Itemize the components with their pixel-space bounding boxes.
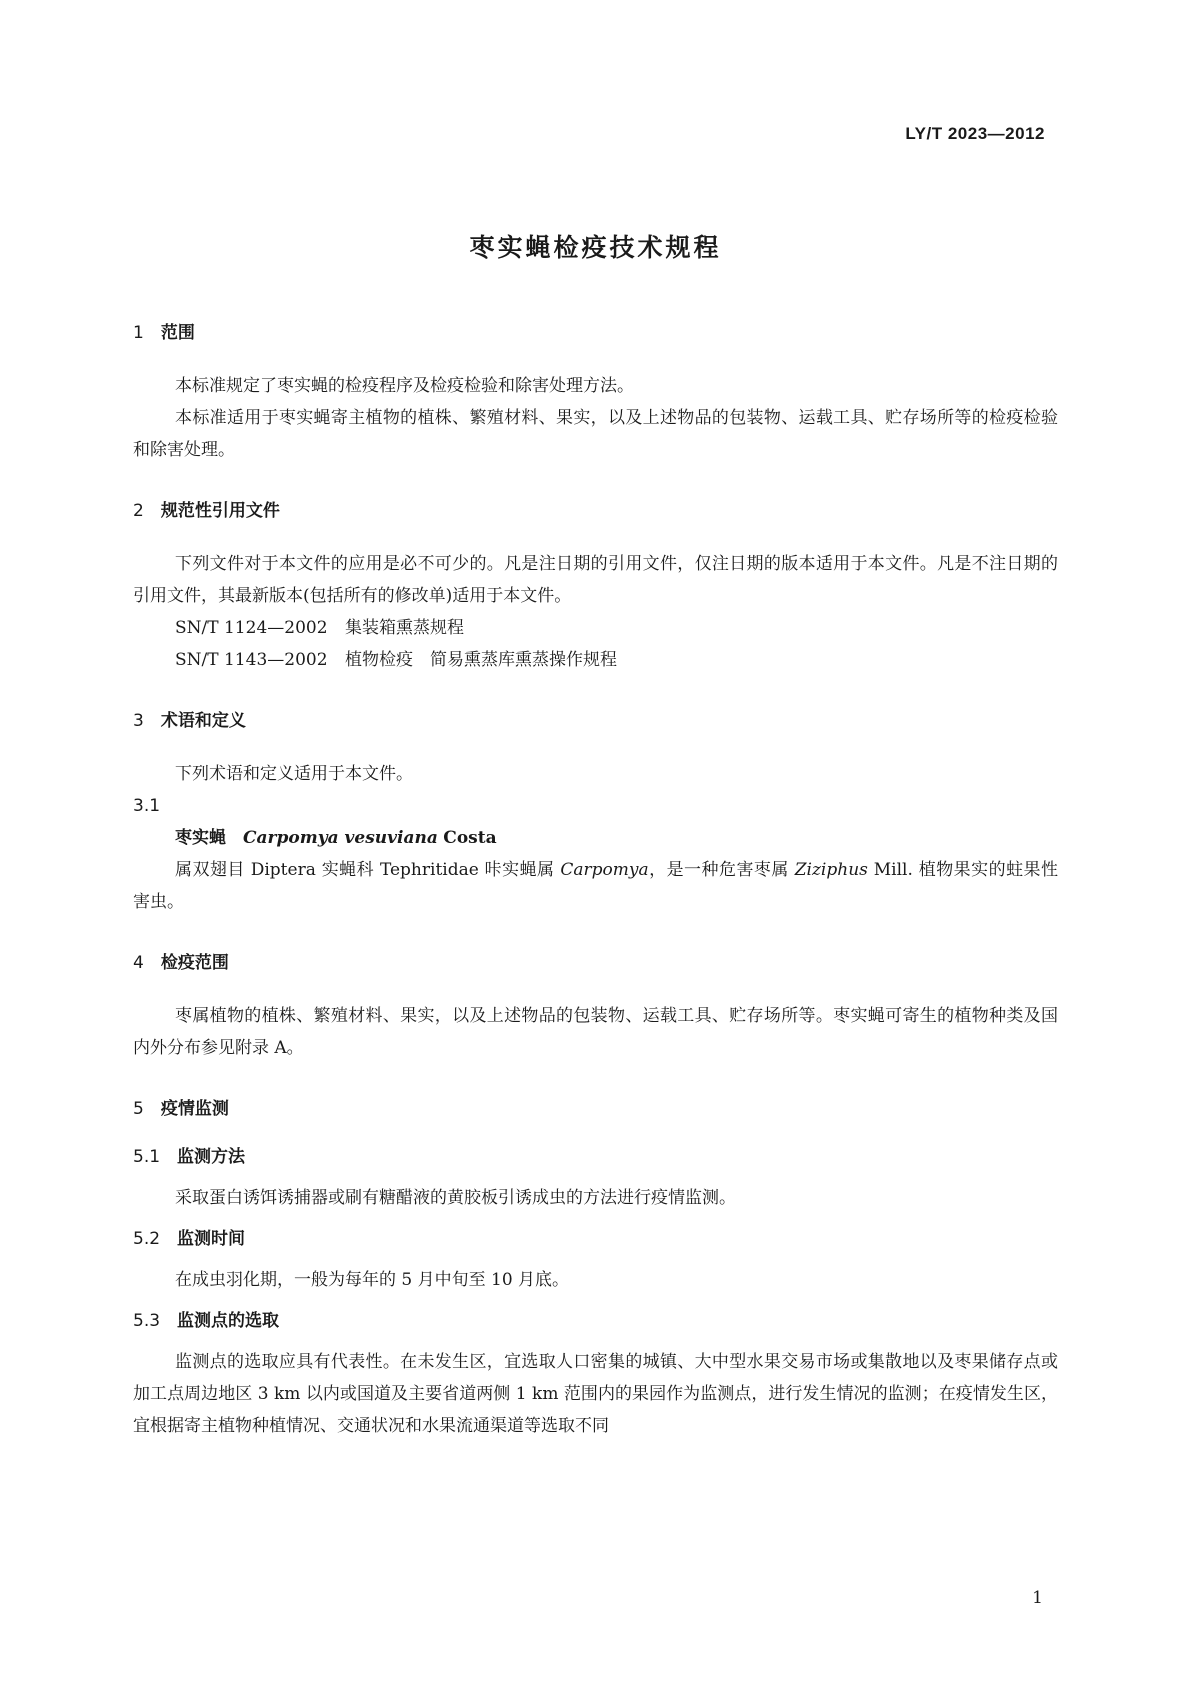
subsection-5-3-heading <box>133 1310 1058 1332</box>
reference-code: SN/T 1124—2002 <box>175 618 328 638</box>
reference-item <box>133 644 1058 676</box>
section-title: 检疫范围 <box>160 953 229 973</box>
term-number: 3.1 <box>133 796 161 816</box>
paragraph: 下列文件对于本文件的应用是必不可少的。凡是注日期的引用文件，仅注日期的版本适用于本文件。凡是不注日期的引用文件，其最新版本(包括所有的修改单)适用于本文件。 <box>133 554 1058 606</box>
genus-name: Ziziphus <box>794 860 868 880</box>
paragraph: 在成虫羽化期，一般为每年的 5 月中旬至 10 月底。 <box>175 1270 570 1290</box>
paragraph: 采取蛋白诱饵诱捕器或刷有糖醋液的黄胶板引诱成虫的方法进行疫情监测。 <box>175 1188 736 1208</box>
section-1-heading <box>133 322 1058 344</box>
section-number: 3 <box>133 711 144 731</box>
section-title: 术语和定义 <box>160 711 246 731</box>
term-entry <box>133 822 1058 854</box>
genus-name: Carpomya <box>560 860 649 880</box>
document-code: LY/T 2023—2012 <box>905 124 1045 143</box>
reference-item <box>133 612 1058 644</box>
section-title: 规范性引用文件 <box>160 501 280 521</box>
document-title: 枣实蝇检疫技术规程 <box>469 233 722 262</box>
section-3-heading <box>133 710 1058 732</box>
subsection-5-2-heading <box>133 1228 1058 1250</box>
section-number: 4 <box>133 953 144 973</box>
section-title: 疫情监测 <box>160 1099 229 1119</box>
section-title: 范围 <box>160 323 195 343</box>
subsection-5-1-heading <box>133 1146 1058 1168</box>
subsection-title: 监测方法 <box>177 1147 246 1167</box>
paragraph: 下列术语和定义适用于本文件。 <box>175 764 413 784</box>
definition-text: Mill. 植物果实的蛀果性害虫。 <box>133 860 1058 912</box>
term-author: Costa <box>443 828 497 848</box>
reference-name: 集装箱熏蒸规程 <box>345 618 464 638</box>
section-4-heading <box>133 952 1058 974</box>
subsection-number: 5.2 <box>133 1229 161 1249</box>
reference-code: SN/T 1143—2002 <box>175 650 328 670</box>
section-number: 2 <box>133 501 144 521</box>
paragraph: 本标准规定了枣实蝇的检疫程序及检疫检验和除害处理方法。 <box>175 376 634 396</box>
subsection-title: 监测时间 <box>177 1229 246 1249</box>
definition-text: 属双翅目 Diptera 实蝇科 Tephritidae 咔实蝇属 <box>175 860 561 880</box>
term-chinese: 枣实蝇 <box>175 828 226 848</box>
subsection-number: 5.1 <box>133 1147 161 1167</box>
paragraph: 枣属植物的植株、繁殖材料、果实，以及上述物品的包装物、运载工具、贮存场所等。枣实蝇可寄生的植物种类及国内外分布参见附录 A。 <box>133 1006 1058 1058</box>
subsection-number: 5.3 <box>133 1311 161 1331</box>
paragraph: 监测点的选取应具有代表性。在未发生区，宜选取人口密集的城镇、大中型水果交易市场或集散地以及枣果储存点或加工点周边地区 3 km 以内或国道及主要省道两侧 1 km 范围内的果园作为监测点，进行发生情况的监测；在疫情发生区，宜根据寄主植物种植情况、交通状况和水果流通渠道等选取不同 <box>133 1352 1058 1436</box>
term-latin: Carpomya vesuviana <box>243 828 438 848</box>
subsection-title: 监测点的选取 <box>177 1311 280 1331</box>
document-body <box>133 322 1058 1442</box>
section-number: 1 <box>133 323 144 343</box>
section-number: 5 <box>133 1099 144 1119</box>
section-5-heading <box>133 1098 1058 1120</box>
page-number: 1 <box>1032 1588 1043 1608</box>
definition-text: ，是一种危害枣属 <box>648 860 795 880</box>
reference-name: 植物检疫 简易熏蒸库熏蒸操作规程 <box>345 650 617 670</box>
term-definition <box>133 854 1058 918</box>
paragraph: 本标准适用于枣实蝇寄主植物的植株、繁殖材料、果实，以及上述物品的包装物、运载工具、贮存场所等的检疫检验和除害处理。 <box>133 408 1058 460</box>
section-2-heading <box>133 500 1058 522</box>
